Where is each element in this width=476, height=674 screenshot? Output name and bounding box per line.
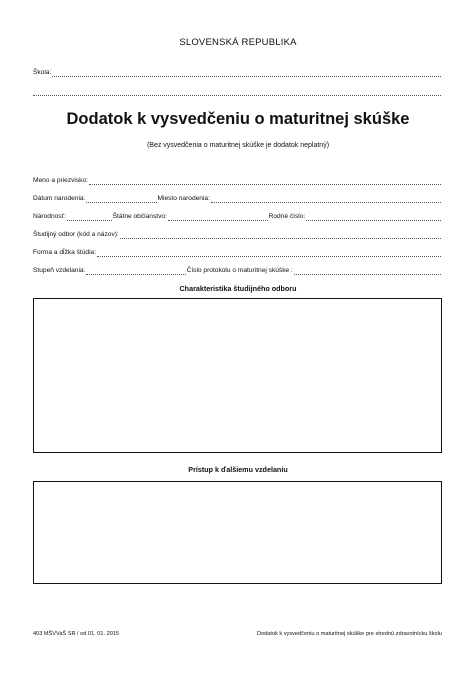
document-subtitle: (Bez vysvedčenia o maturitnej skúške je dodatok neplatný) <box>146 142 330 149</box>
study-form-row <box>33 247 442 257</box>
citizenship-label: Štátne občianstvo: <box>112 213 167 220</box>
name-field[interactable] <box>89 178 441 185</box>
nationality-label: Národnosť: <box>33 213 66 220</box>
birth-number-field[interactable] <box>306 214 441 221</box>
nationality-field[interactable] <box>67 214 112 221</box>
protocol-number-field[interactable] <box>294 268 441 275</box>
country-heading: SLOVENSKÁ REPUBLIKA <box>179 37 297 48</box>
birth-place-field[interactable] <box>211 196 441 203</box>
education-level-field[interactable] <box>86 268 185 275</box>
school-row-2 <box>33 86 442 96</box>
birth-date-field[interactable] <box>86 196 156 203</box>
nationality-row <box>33 211 442 221</box>
birth-place-label: Miesto narodenia: <box>157 195 210 202</box>
school-row <box>33 67 442 77</box>
school-field[interactable] <box>52 70 441 77</box>
document-title: Dodatok k vysvedčeniu o maturitnej skúške <box>66 110 410 128</box>
study-field-label: Študijný odbor (kód a názov): <box>33 231 119 238</box>
education-row <box>33 265 442 275</box>
characteristic-heading: Charakteristika študijného odboru <box>179 284 297 293</box>
name-row <box>33 175 442 185</box>
school-field-line-2[interactable] <box>33 89 441 96</box>
access-heading: Prístup k ďalšiemu vzdelaniu <box>188 465 288 474</box>
characteristic-box[interactable] <box>33 298 442 453</box>
footer-form-description: Dodatok k vysvedčeniu o maturitnej skúške pre strednú zdravotnícku školu <box>257 631 442 637</box>
protocol-number-label: Číslo protokolu o maturitnej skúške : <box>186 267 293 274</box>
citizenship-field[interactable] <box>168 214 268 221</box>
birth-date-label: Dátum narodenia: <box>33 195 86 202</box>
school-label: Škola: <box>33 69 52 76</box>
study-form-input[interactable] <box>97 250 441 257</box>
name-label: Meno a priezvisko: <box>33 177 88 184</box>
study-field-row <box>33 229 442 239</box>
access-box[interactable] <box>33 481 442 584</box>
birth-row <box>33 193 442 203</box>
footer-form-code: 403 MŠVVaŠ SR / od 01. 01. 2015 <box>33 631 120 637</box>
study-field-input[interactable] <box>120 232 441 239</box>
education-level-label: Stupeň vzdelania: <box>33 267 86 274</box>
study-form-label: Forma a dĺžka štúdia: <box>33 249 97 256</box>
birth-number-label: Rodné číslo: <box>268 213 306 220</box>
